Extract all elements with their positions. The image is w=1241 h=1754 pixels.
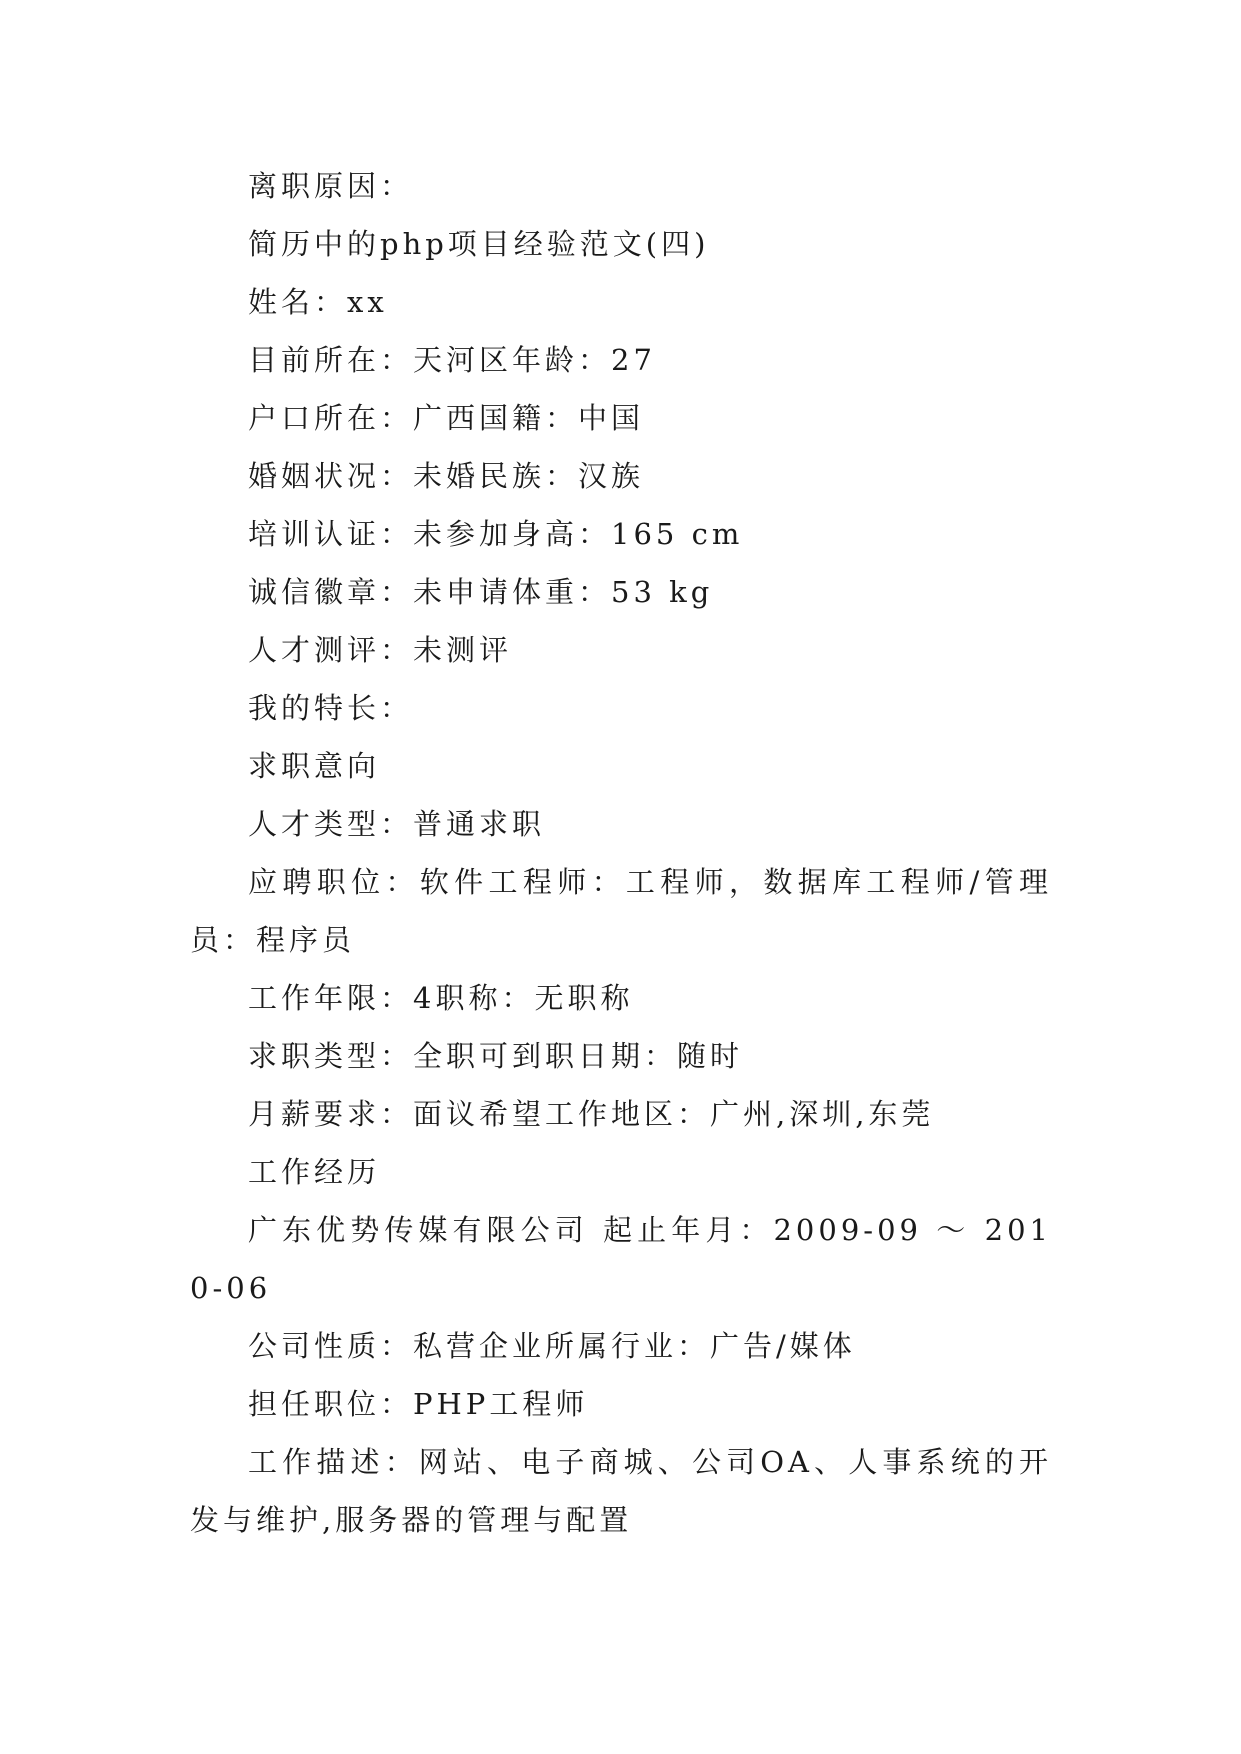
- paragraph-section-title: 简历中的php项目经验范文(四): [248, 227, 710, 261]
- paragraph-badge-weight: 诚信徽章：未申请体重：53 kg: [248, 575, 714, 609]
- paragraph-specialty: 我的特长：: [248, 691, 414, 725]
- paragraph-talent-type: 人才类型：普通求职: [248, 807, 546, 841]
- paragraph-salary-location: 月薪要求：面议希望工作地区：广州,深圳,东莞: [248, 1097, 935, 1131]
- paragraph-job-description: 工作描述：网站、电子商城、公司OA、人事系统的开发与维护,服务器的管理与配置: [190, 1445, 1053, 1537]
- paragraph-hukou-nationality: 户口所在：广西国籍：中国: [248, 401, 645, 435]
- paragraph-talent-assessment: 人才测评：未测评: [248, 633, 513, 667]
- paragraph-years-title: 工作年限：4职称：无职称: [248, 981, 634, 1015]
- paragraph-name: 姓名：xx: [248, 285, 388, 319]
- paragraph-leave-reason: 离职原因：: [248, 169, 414, 203]
- paragraph-work-history-heading: 工作经历: [248, 1155, 381, 1189]
- paragraph-job-type-date: 求职类型：全职可到职日期：随时: [248, 1039, 744, 1073]
- paragraph-job-intention-heading: 求职意向: [248, 749, 381, 783]
- paragraph-company-period: 广东优势传媒有限公司 起止年月：2009-09 ～ 2010-06: [190, 1213, 1052, 1305]
- paragraph-training-height: 培训认证：未参加身高：165 cm: [248, 517, 744, 551]
- paragraph-company-nature: 公司性质：私营企业所属行业：广告/媒体: [248, 1329, 856, 1363]
- paragraph-position: 担任职位：PHP工程师: [248, 1387, 589, 1421]
- paragraph-location-age: 目前所在：天河区年龄：27: [248, 343, 656, 377]
- document-body: [190, 157, 1052, 1549]
- paragraph-applied-position: 应聘职位：软件工程师：工程师，数据库工程师/管理员：程序员: [190, 865, 1052, 957]
- paragraph-marital-ethnicity: 婚姻状况：未婚民族：汉族: [248, 459, 645, 493]
